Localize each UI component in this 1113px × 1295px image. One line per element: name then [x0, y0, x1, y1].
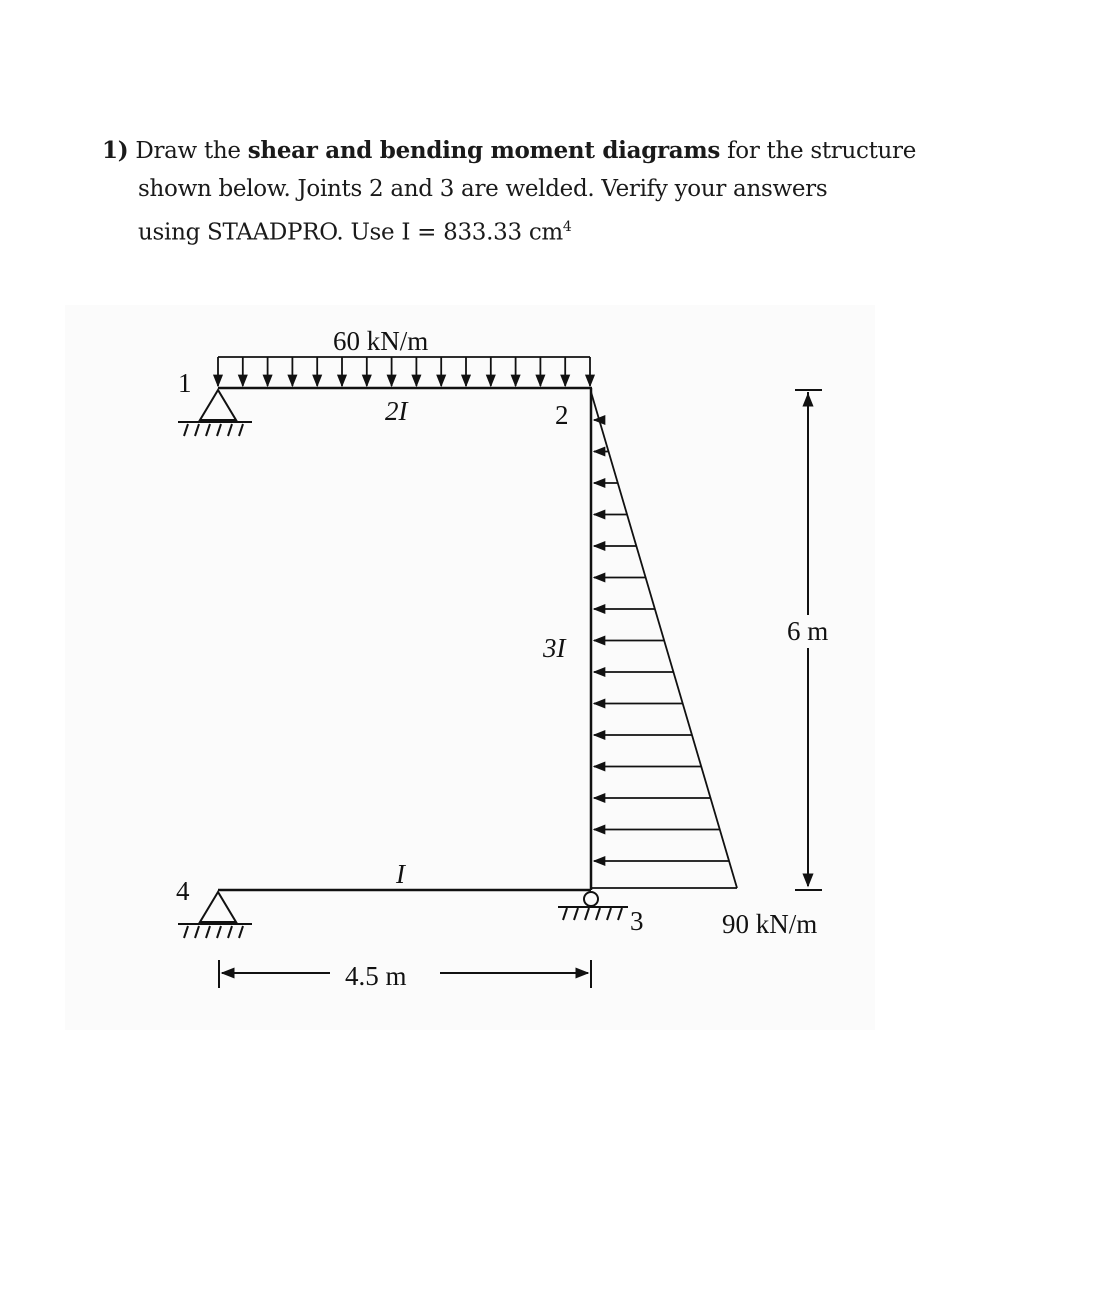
- column-inertia: 3I: [543, 633, 566, 663]
- node-4-label: 4: [176, 876, 190, 906]
- bottom-beam-inertia: I: [396, 859, 405, 889]
- node-1-label: 1: [178, 368, 192, 398]
- problem-line-2: shown below. Joints 2 and 3 are welded. Verify your answers: [138, 176, 828, 202]
- problem-text: for the structure: [727, 138, 917, 164]
- problem-line-3-text: using STAADPRO. Use I = 833.33 cm: [138, 219, 563, 246]
- problem-number: 1): [102, 137, 129, 164]
- superscript: 4: [562, 219, 572, 235]
- problem-bold: shear and bending moment diagrams: [247, 137, 721, 164]
- height-dimension-label: 6 m: [787, 616, 829, 646]
- top-beam-inertia: 2I: [385, 396, 408, 426]
- node-3-label: 3: [630, 906, 644, 936]
- problem-text: Draw the: [135, 138, 241, 164]
- udl-label: 60 kN/m: [333, 326, 429, 356]
- triangular-load-label: 90 kN/m: [722, 909, 818, 939]
- node-2-label: 2: [555, 400, 569, 430]
- span-dimension-label: 4.5 m: [345, 961, 407, 991]
